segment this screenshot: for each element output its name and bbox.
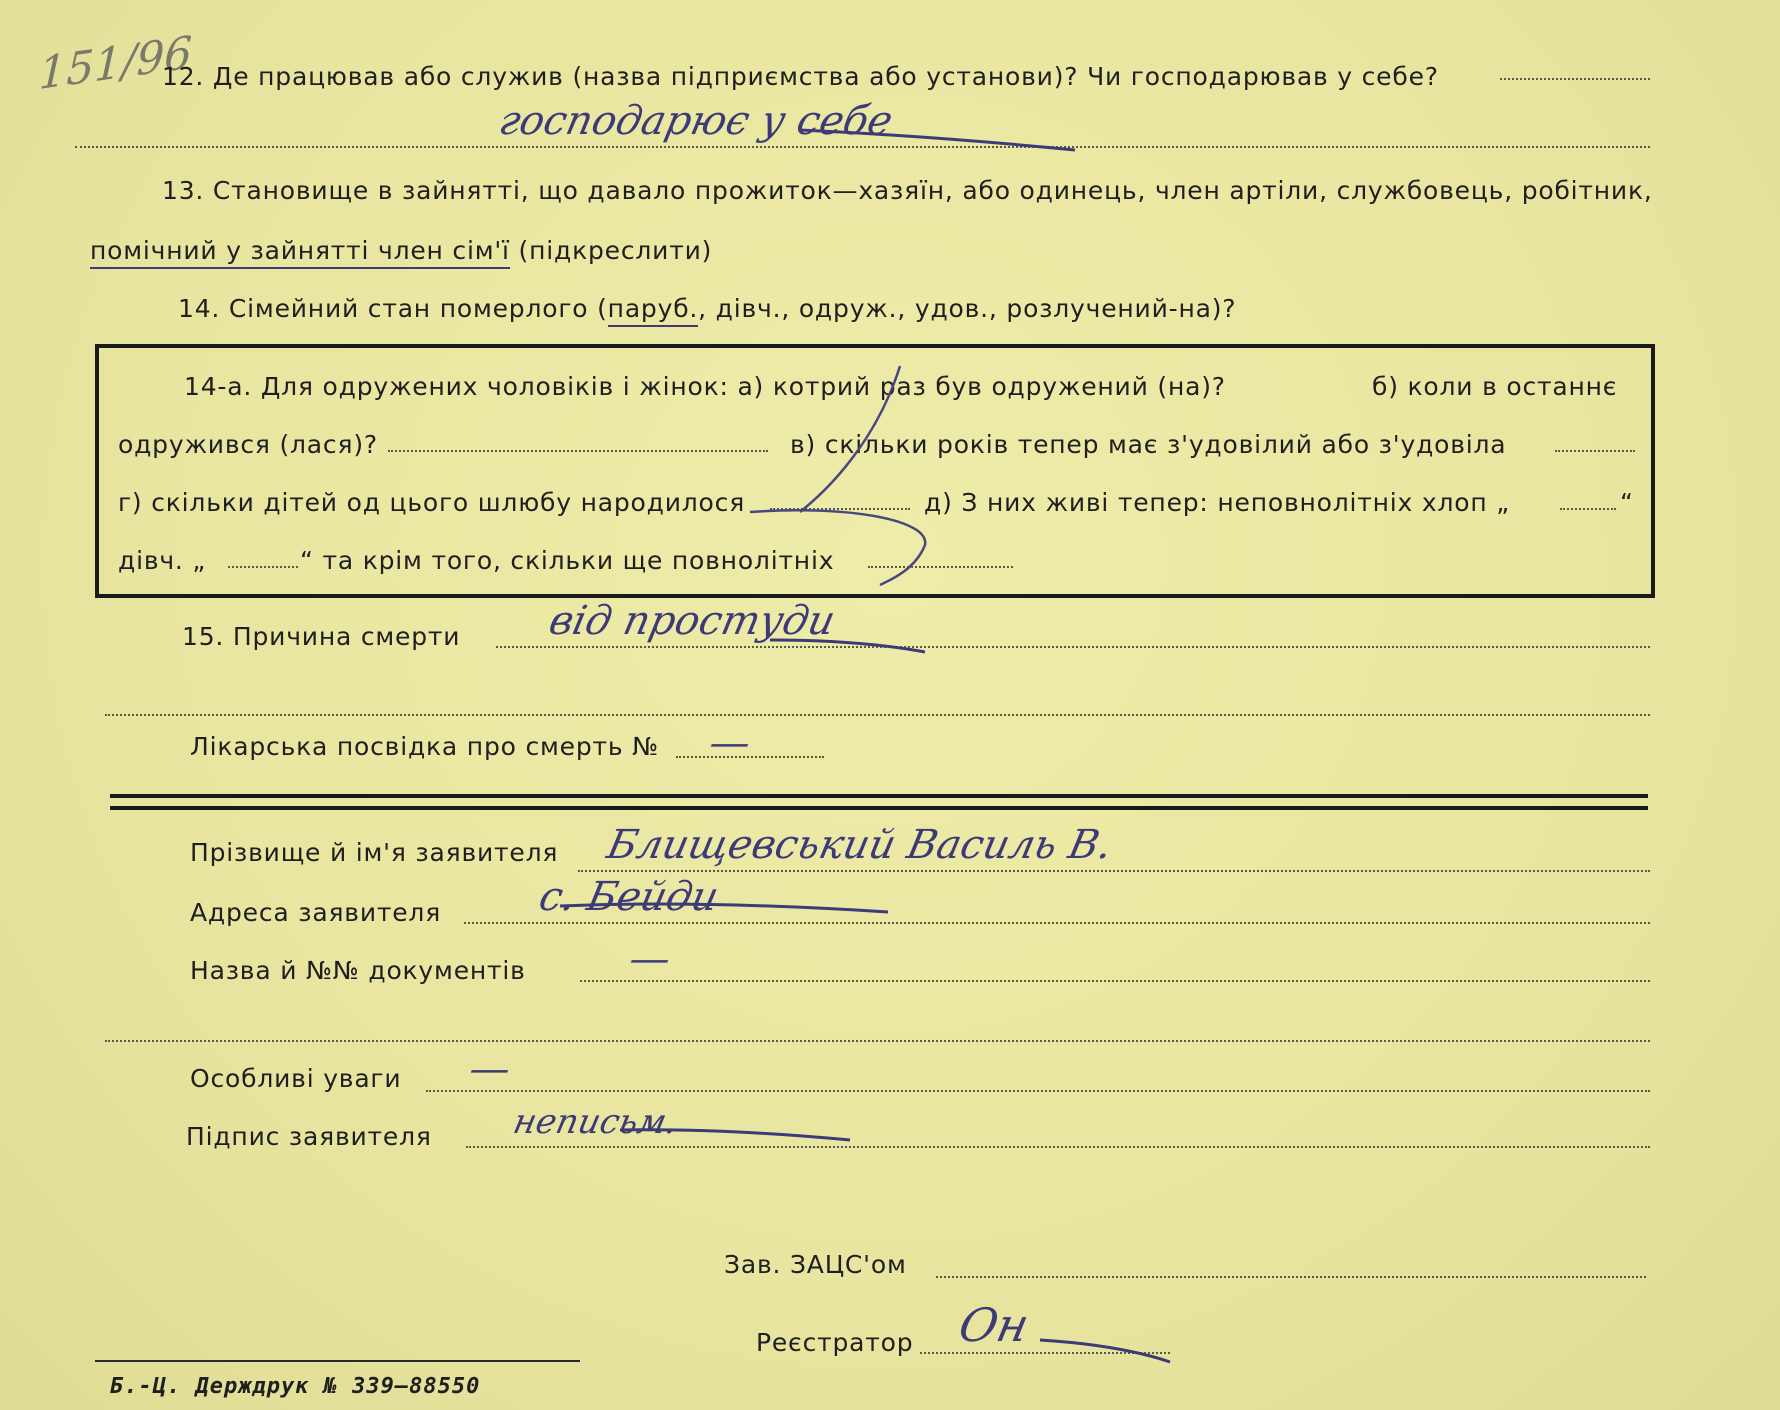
- q14a-line2b: в) скільки років тепер має з'удовілий або з'удовіла: [790, 430, 1507, 459]
- registrar-label: Реєстратор: [756, 1328, 914, 1357]
- applicant-notes-answer: —: [465, 1046, 515, 1092]
- q12-answer: господарює у себе: [495, 98, 897, 144]
- registrar-signature: Он: [954, 1298, 1034, 1352]
- applicant-address-label: Адреса заявителя: [190, 898, 442, 927]
- head-of-registry-label: Зав. ЗАЦС'ом: [724, 1250, 907, 1279]
- q14a-line4a: дівч. „: [118, 546, 207, 575]
- applicant-name-label: Прізвище й ім'я заявителя: [190, 838, 559, 867]
- q15-label: 15. Причина смерти: [182, 622, 461, 651]
- q15-answer: від простуди: [545, 598, 840, 644]
- q14-suffix: , дівч., одруж., удов., розлучений-на)?: [698, 294, 1237, 323]
- medical-label: Лікарська посвідка про смерть №: [190, 732, 659, 761]
- q13-underlined-choice: помічний у зайнятті член сім'ї: [90, 236, 510, 269]
- applicant-docs-label: Назва й №№ документів: [190, 956, 526, 985]
- q14a-line1b: б) коли в останнє: [1372, 372, 1618, 401]
- q14a-line3a: г) скільки дітей од цього шлюбу народилося: [118, 488, 746, 517]
- q14-label: [178, 294, 1236, 323]
- q14-underlined-choice: паруб.: [608, 294, 699, 327]
- q14a-line3b: д) З них живі тепер: неповнолітніх хлоп „: [924, 488, 1510, 517]
- q13-line1: 13. Становище в зайнятті, що давало прожиток—хазяїн, або одинець, член артіли, службовець, робітник,: [162, 176, 1653, 205]
- applicant-signature-label: Підпис заявителя: [186, 1122, 432, 1151]
- q14a-line1: 14-а. Для одружених чоловіків і жінок: а) котрий раз був одружений (на)?: [184, 372, 1226, 401]
- q14a-line4b: “ та крім того, скільки ще повнолітніх: [300, 546, 835, 575]
- q14a-line3c: “: [1620, 488, 1634, 517]
- applicant-docs-answer: —: [625, 936, 675, 982]
- medical-answer: —: [705, 720, 755, 766]
- corner-note: 151/96: [37, 26, 193, 101]
- q13-instruction: (підкреслити): [509, 236, 713, 265]
- applicant-name-answer: Блищевський Василь В.: [603, 822, 1117, 868]
- q13-line2: [90, 236, 712, 265]
- applicant-notes-label: Особливі уваги: [190, 1064, 402, 1093]
- q12-label: 12. Де працював або служив (назва підприємства або установи)? Чи господарював у себе?: [162, 62, 1439, 91]
- q14a-line2a: одружився (лася)?: [118, 430, 378, 459]
- q14-prefix: 14. Сімейний стан померлого (: [178, 294, 608, 323]
- applicant-signature-answer: неписьм.: [509, 1102, 682, 1142]
- applicant-address-answer: с. Бейди: [535, 874, 723, 920]
- printer-imprint: Б.-Ц. Держдрук № 339—88550: [110, 1374, 481, 1399]
